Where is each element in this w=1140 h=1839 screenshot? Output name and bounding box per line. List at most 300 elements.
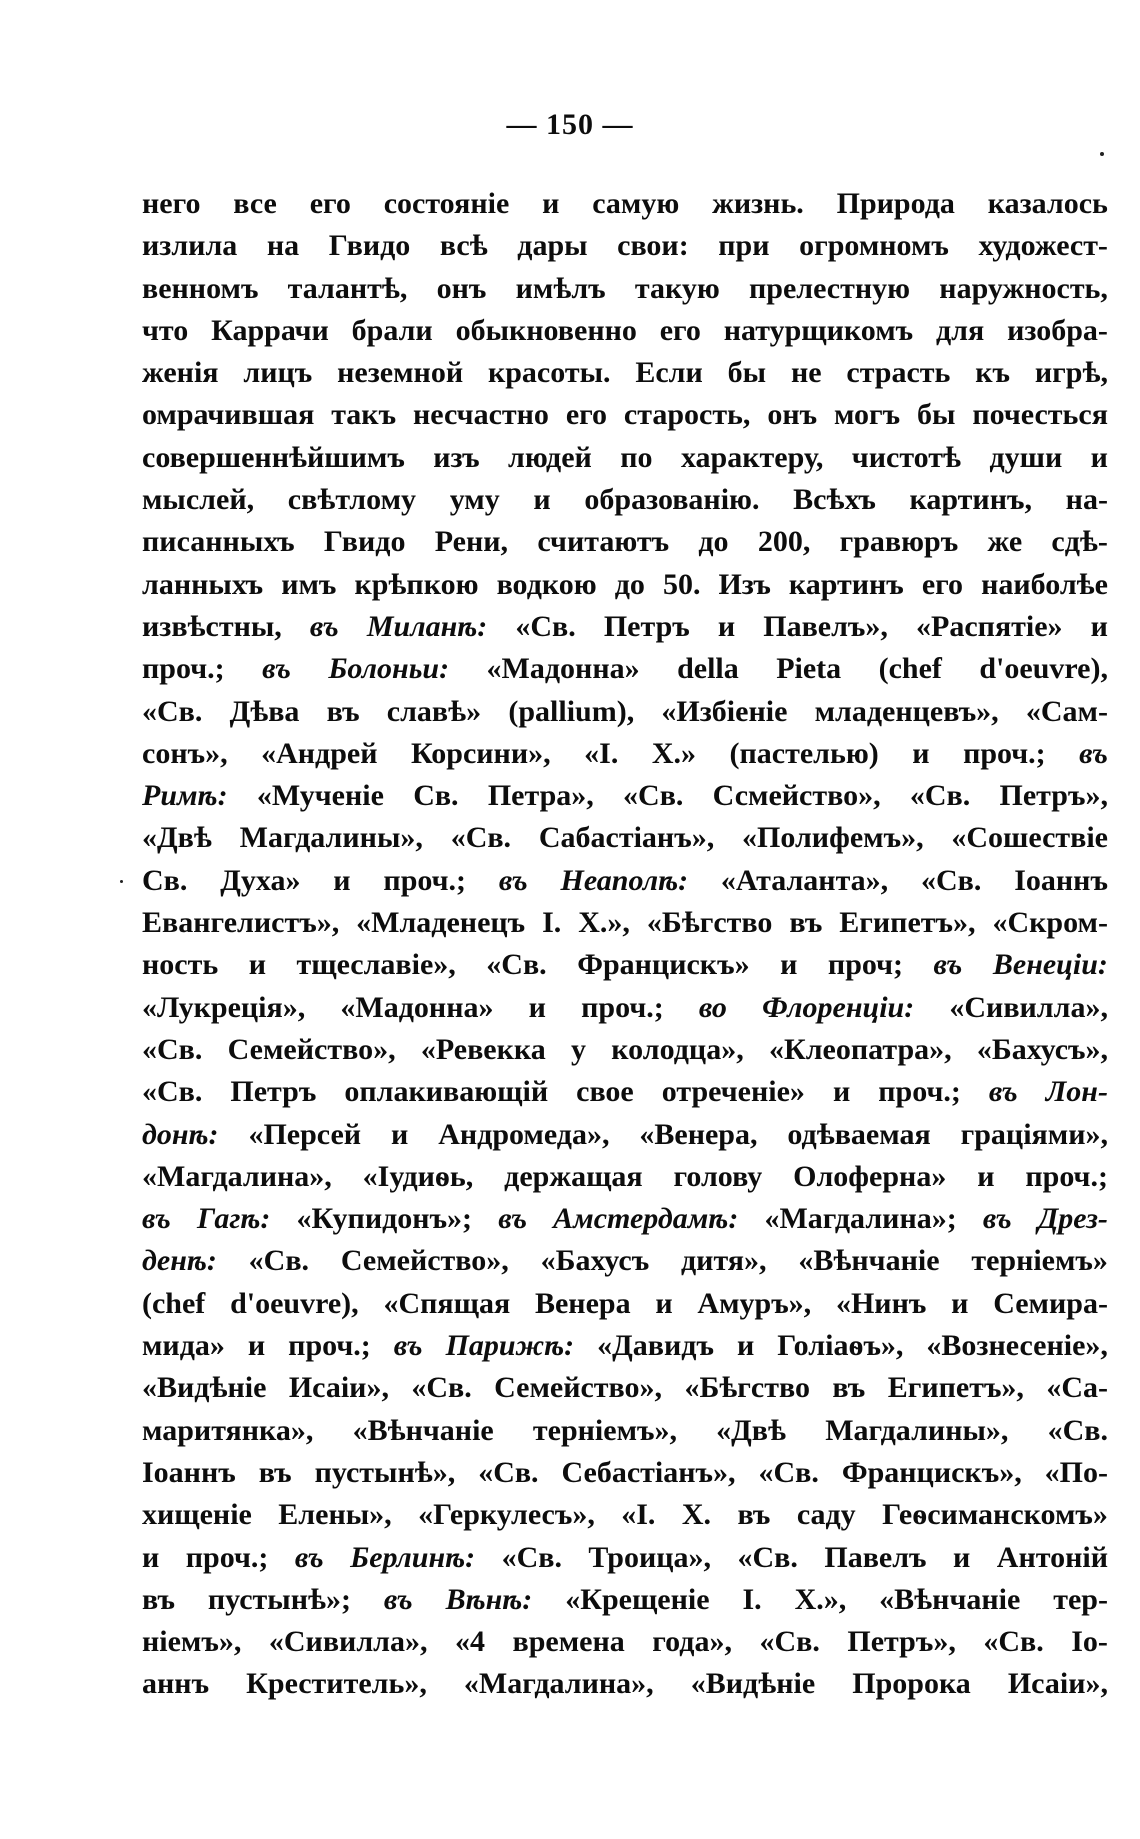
- word: «Сивилла»,: [268, 1625, 428, 1659]
- word: хищеніе: [142, 1498, 252, 1532]
- word: неземной: [337, 356, 464, 390]
- text-line: [142, 1198, 1108, 1240]
- word: Петръ»,: [847, 1625, 956, 1659]
- word: изобра-: [1007, 313, 1108, 347]
- word: имѣлъ: [515, 271, 606, 305]
- italic-word: Лон-: [1045, 1075, 1108, 1109]
- word: «Геркулесъ»,: [418, 1498, 595, 1532]
- word: Себастіанъ»,: [561, 1455, 736, 1489]
- word: «Св.: [623, 779, 684, 813]
- italic-word: Берлинѣ:: [350, 1540, 476, 1574]
- word: и: [390, 1117, 409, 1151]
- word: и: [977, 1159, 995, 1193]
- word: Гвидо: [323, 525, 406, 559]
- word: его: [659, 313, 701, 347]
- word: Дѣва: [229, 694, 300, 728]
- text-line: [142, 775, 1108, 817]
- word: тщеславіе»,: [296, 948, 456, 982]
- word: Іоаннъ: [1014, 863, 1108, 897]
- italic-word: въ: [498, 1202, 528, 1236]
- word: гравюръ: [839, 525, 959, 559]
- print-speck: [1100, 152, 1104, 156]
- word: Петръ: [230, 1075, 317, 1109]
- italic-word: донѣ:: [142, 1117, 219, 1151]
- word: его: [921, 567, 964, 601]
- word: «Полифемъ»,: [742, 821, 924, 855]
- word: его: [309, 187, 351, 220]
- word: лицъ: [243, 356, 313, 390]
- italic-word: Венеціи:: [992, 948, 1108, 982]
- word: Св.: [413, 779, 459, 813]
- word: «Избіеніе: [661, 694, 788, 728]
- word: «Св.: [515, 609, 576, 643]
- word: картинъ,: [909, 483, 1032, 517]
- text-line: [142, 1663, 1108, 1705]
- word: Природа: [836, 187, 955, 220]
- italic-word: въ: [383, 1582, 413, 1616]
- italic-word: денѣ:: [142, 1244, 217, 1278]
- word: до: [698, 525, 729, 559]
- page-number: — 150 —: [506, 108, 634, 141]
- text-line: [142, 648, 1108, 690]
- word: «Бахусъ»,: [976, 1032, 1108, 1066]
- word: года»,: [652, 1625, 732, 1659]
- word: «Св.: [486, 948, 547, 982]
- word: мида»: [142, 1329, 225, 1363]
- word: della: [677, 652, 739, 686]
- italic-word: Болоньи:: [328, 652, 450, 686]
- text-line: [142, 394, 1108, 436]
- word: «Сам-: [1025, 694, 1108, 728]
- word: «Двѣ: [716, 1413, 787, 1447]
- word: «Бахусъ: [540, 1244, 650, 1278]
- word: оплакивающій: [344, 1075, 549, 1109]
- word: «І.: [584, 736, 619, 770]
- word: Венера: [534, 1286, 631, 1320]
- word: Сабастіанъ»,: [538, 821, 715, 855]
- word: 50.: [662, 567, 701, 601]
- word: граціями»,: [960, 1117, 1108, 1151]
- word: Гвидо: [328, 229, 411, 263]
- word: совершеннѣйшимъ: [142, 440, 405, 474]
- word: и: [333, 863, 351, 897]
- word: проч.;: [383, 863, 467, 897]
- word: «Лукреція»,: [142, 990, 306, 1024]
- word: «Св.: [478, 1455, 539, 1489]
- text-line: [142, 1494, 1108, 1536]
- word: «Купидонъ»;: [296, 1202, 473, 1236]
- word: картинъ: [788, 567, 904, 601]
- word: d'oeuvre),: [230, 1286, 359, 1320]
- word: Іоаннъ: [142, 1455, 236, 1489]
- word: состояніе: [383, 187, 510, 220]
- word: ніемъ»,: [142, 1625, 242, 1659]
- word: и: [542, 187, 560, 220]
- word: Семейство»,: [340, 1244, 509, 1278]
- word: Евангелистъ»,: [142, 906, 340, 940]
- word: держащая: [504, 1159, 643, 1193]
- word: «Св.: [142, 694, 203, 728]
- word: голову: [673, 1159, 763, 1193]
- word: его: [565, 398, 608, 432]
- word: такую: [634, 271, 720, 305]
- word: Павелъ: [824, 1540, 927, 1574]
- word: такъ: [331, 398, 397, 432]
- word: «Персей: [248, 1117, 362, 1151]
- print-speck: [120, 880, 123, 883]
- text-line: [142, 310, 1108, 352]
- word: І.: [542, 906, 562, 940]
- word: по: [620, 440, 653, 474]
- word: «Скром-: [992, 906, 1108, 940]
- word: Изъ: [718, 567, 771, 601]
- word: отреченіе»: [661, 1075, 805, 1109]
- word: Египетъ»,: [887, 1371, 1024, 1405]
- italic-word: въ: [1079, 736, 1108, 770]
- text-line: [142, 1325, 1108, 1367]
- text-line: [142, 1029, 1108, 1071]
- word: образованію.: [584, 483, 760, 517]
- word: «Магдалина»,: [142, 1159, 332, 1193]
- word: «Ревекка: [420, 1032, 546, 1066]
- word: свое: [576, 1075, 634, 1109]
- word: въ: [832, 1371, 866, 1405]
- word: наружность,: [939, 271, 1108, 305]
- word: и: [953, 1540, 971, 1574]
- word: въ: [789, 906, 823, 940]
- text-line: [142, 1071, 1108, 1113]
- word: «Сошествіе: [951, 821, 1108, 855]
- word: Троица»,: [588, 1540, 712, 1574]
- text-line: [142, 1367, 1108, 1409]
- word: Магдалины»,: [239, 821, 423, 855]
- text-line: [142, 1114, 1108, 1156]
- word: славѣ»: [386, 694, 482, 728]
- word: свои:: [617, 229, 689, 263]
- italic-word: Римѣ:: [142, 779, 228, 813]
- word: проч.;: [142, 652, 225, 686]
- word: жизнь.: [712, 187, 804, 220]
- word: крѣпкою: [354, 567, 479, 601]
- text-line: [142, 606, 1108, 648]
- word: и: [717, 609, 736, 643]
- italic-word: въ: [393, 1329, 423, 1363]
- word: «Са-: [1046, 1371, 1108, 1405]
- text-line: [142, 944, 1108, 986]
- text-line: [142, 860, 1108, 902]
- word: тер-: [1053, 1582, 1108, 1616]
- word: Семейство»,: [227, 1032, 396, 1066]
- word: «Нинъ: [835, 1286, 927, 1320]
- italic-word: въ: [309, 609, 339, 643]
- italic-word: въ: [262, 652, 291, 686]
- word: Исаіи»,: [288, 1371, 389, 1405]
- word: «Мученіе: [256, 779, 384, 813]
- word: Если: [635, 356, 703, 390]
- italic-word: въ: [988, 1075, 1018, 1109]
- word: «Св.: [759, 1625, 820, 1659]
- word: Рени,: [434, 525, 509, 559]
- word: терніемъ»,: [532, 1413, 677, 1447]
- word: могъ: [834, 398, 901, 432]
- word: Св.: [142, 863, 188, 897]
- italic-word: Парижѣ:: [445, 1329, 575, 1363]
- word: «Св.: [450, 821, 512, 855]
- word: все: [233, 187, 277, 220]
- word: ность: [142, 948, 219, 982]
- text-line: [142, 352, 1108, 394]
- text-line: [142, 479, 1108, 521]
- word: свѣтлому: [287, 483, 416, 517]
- word: и: [780, 948, 798, 982]
- italic-word: Флоренціи:: [762, 990, 915, 1024]
- word: несчастно: [412, 398, 549, 432]
- italic-word: въ: [294, 1540, 324, 1574]
- word: времена: [512, 1625, 625, 1659]
- word: художест-: [978, 229, 1108, 263]
- word: обыкновенно: [455, 313, 637, 347]
- word: и: [736, 1329, 755, 1363]
- word: дитя»,: [681, 1244, 767, 1278]
- word: «Младенецъ: [356, 906, 526, 940]
- word: «Вѣнчаніе: [798, 1244, 940, 1278]
- word: «Двѣ: [142, 821, 212, 855]
- word: излила: [142, 229, 238, 263]
- word: мыслей,: [142, 483, 255, 517]
- word: въ: [142, 1582, 175, 1616]
- word: дары: [517, 229, 588, 263]
- italic-word: Вѣнѣ:: [445, 1582, 533, 1616]
- text-line: [142, 1156, 1108, 1198]
- word: «Св.: [737, 1540, 798, 1574]
- word: что: [142, 313, 189, 347]
- word: и: [1090, 440, 1108, 474]
- word: проч;: [827, 948, 904, 982]
- word: терніемъ»: [971, 1244, 1108, 1278]
- word: «Вознесеніе»,: [926, 1329, 1108, 1363]
- text-line: [142, 564, 1108, 606]
- word: Всѣхъ: [793, 483, 876, 517]
- word: Исаіи»,: [1007, 1667, 1108, 1701]
- word: «Аталанта»,: [720, 863, 889, 897]
- word: «По-: [1044, 1455, 1108, 1489]
- word: «Магдалина»;: [764, 1202, 957, 1236]
- word: «Спящая: [383, 1286, 511, 1320]
- word: въ: [737, 1498, 771, 1532]
- word: «Видѣніе: [142, 1371, 267, 1405]
- word: на: [266, 229, 300, 263]
- word: (pallium),: [508, 694, 635, 728]
- word: и: [247, 1329, 266, 1363]
- word: Павелъ»,: [763, 609, 888, 643]
- word: къ: [975, 356, 1011, 390]
- word: «Магдалина»,: [463, 1667, 654, 1701]
- word: Петръ»,: [999, 779, 1108, 813]
- word: почесться: [972, 398, 1108, 432]
- word: бы: [727, 356, 767, 390]
- word: Каррачи: [211, 313, 329, 347]
- word: одѣваемая: [787, 1117, 931, 1151]
- word: проч.;: [185, 1540, 269, 1574]
- word: прелестную: [749, 271, 911, 305]
- word: красоты.: [487, 356, 611, 390]
- word: старость,: [623, 398, 751, 432]
- word: и: [912, 736, 930, 770]
- word: «Вѣнчаніе: [879, 1582, 1021, 1616]
- word: и: [142, 1540, 160, 1574]
- word: Петра»,: [487, 779, 594, 813]
- text-line: [142, 437, 1108, 479]
- word: водкою: [496, 567, 597, 601]
- text-line: [142, 1452, 1108, 1494]
- word: (chef: [142, 1286, 206, 1320]
- word: Ссмейство»,: [712, 779, 881, 813]
- word: Антоній: [996, 1540, 1108, 1574]
- word: «Клеопатра»,: [768, 1032, 952, 1066]
- word: въ: [258, 1455, 292, 1489]
- word: ланныхъ: [142, 567, 264, 601]
- italic-word: въ: [933, 948, 963, 982]
- italic-word: Гагѣ:: [196, 1202, 271, 1236]
- word: Пророка: [852, 1667, 971, 1701]
- text-line: [142, 268, 1108, 310]
- word: (chef: [878, 652, 942, 686]
- word: Х.: [681, 1498, 712, 1532]
- text-line: [142, 1579, 1108, 1621]
- word: «І.: [621, 1498, 656, 1532]
- word: «Св.: [921, 863, 982, 897]
- word: «Св.: [142, 1075, 203, 1109]
- word: натурщикомъ: [723, 313, 914, 347]
- word: проч.;: [581, 990, 664, 1024]
- word: у: [571, 1032, 586, 1066]
- word: «Вѣнчаніе: [352, 1413, 494, 1447]
- word: не: [790, 356, 822, 390]
- word: Магдалины»,: [825, 1413, 1009, 1447]
- word: «Іудиѳь,: [362, 1159, 474, 1193]
- word: «Св.: [142, 1032, 203, 1066]
- word: «Св.: [983, 1625, 1044, 1659]
- word: него: [142, 187, 201, 220]
- word: и: [248, 948, 267, 982]
- word: и: [1090, 609, 1108, 643]
- word: Египетъ»,: [839, 906, 976, 940]
- word: брали: [351, 313, 433, 347]
- word: же: [987, 525, 1023, 559]
- word: характеру,: [680, 440, 824, 474]
- text-line: [142, 521, 1108, 563]
- word: «Св.: [909, 779, 971, 813]
- word: Францискъ»: [577, 948, 750, 982]
- word: «Св.: [411, 1371, 472, 1405]
- word: считаютъ: [537, 525, 670, 559]
- italic-word: въ: [982, 1202, 1012, 1236]
- word: Pieta: [776, 652, 842, 686]
- word: и: [951, 1286, 969, 1320]
- word: Креститель»,: [246, 1667, 427, 1701]
- word: огромномъ: [799, 229, 949, 263]
- word: саду: [796, 1498, 856, 1532]
- word: онъ: [767, 398, 818, 432]
- word: имъ: [281, 567, 337, 601]
- word: проч.;: [1025, 1159, 1108, 1193]
- italic-word: Амстердамѣ:: [553, 1202, 739, 1236]
- word: и: [533, 483, 551, 517]
- word: аннъ: [142, 1667, 210, 1701]
- word: «Давидъ: [597, 1329, 714, 1363]
- word: «Св.: [248, 1244, 310, 1278]
- word: Х.»,: [578, 906, 630, 940]
- word: въ: [326, 694, 360, 728]
- text-line: [142, 1240, 1108, 1282]
- word: І.: [742, 1582, 762, 1616]
- word: «Св.: [758, 1455, 819, 1489]
- italic-word: въ: [498, 863, 528, 897]
- word: чистотѣ: [851, 440, 962, 474]
- word: колодца»,: [611, 1032, 744, 1066]
- word: «Крещеніе: [565, 1582, 710, 1616]
- word: и: [655, 1286, 673, 1320]
- word: Семейство»,: [494, 1371, 663, 1405]
- word: Іо-: [1071, 1625, 1108, 1659]
- word: уму: [449, 483, 500, 517]
- word: «Венера,: [639, 1117, 758, 1151]
- italic-word: Неаполѣ:: [560, 863, 689, 897]
- word: проч.;: [963, 736, 1046, 770]
- word: писанныхъ: [142, 525, 295, 559]
- body-text: [142, 183, 1108, 1706]
- italic-word: Дрез-: [1037, 1202, 1108, 1236]
- word: «Св.: [501, 1540, 562, 1574]
- word: Андромеда»,: [438, 1117, 610, 1151]
- text-line: [142, 1621, 1108, 1663]
- word: «Бѣгство: [684, 1371, 810, 1405]
- word: наиболѣе: [981, 567, 1108, 601]
- word: «Андрей: [261, 736, 378, 770]
- word: души: [989, 440, 1063, 474]
- text-line: [142, 987, 1108, 1029]
- word: Амуръ»,: [697, 1286, 812, 1320]
- italic-word: во: [698, 990, 727, 1024]
- word: «4: [455, 1625, 486, 1659]
- word: «Видѣніе: [690, 1667, 816, 1701]
- word: Корсини»,: [411, 736, 551, 770]
- text-line: [142, 183, 1108, 225]
- word: изъ: [433, 440, 480, 474]
- word: Семира-: [993, 1286, 1108, 1320]
- word: при: [718, 229, 770, 263]
- word: страсть: [846, 356, 951, 390]
- word: на-: [1065, 483, 1108, 517]
- word: «Мадонна»: [486, 652, 640, 686]
- word: Геѳсиманскомъ»: [882, 1498, 1108, 1532]
- text-line: [142, 1410, 1108, 1452]
- word: 200,: [757, 525, 811, 559]
- word: Х.»,: [794, 1582, 847, 1616]
- word: Духа»: [220, 863, 301, 897]
- word: Елены»,: [278, 1498, 392, 1532]
- word: омрачившая: [142, 398, 315, 432]
- text-line: [142, 691, 1108, 733]
- text-line: [142, 902, 1108, 944]
- word: талантѣ,: [287, 271, 408, 305]
- word: Голіаѳъ»,: [777, 1329, 904, 1363]
- word: младенцевъ»,: [814, 694, 999, 728]
- word: «Св.: [1047, 1413, 1108, 1447]
- text-line: [142, 733, 1108, 775]
- word: всѣ: [439, 229, 488, 263]
- word: маритянка»,: [142, 1413, 314, 1447]
